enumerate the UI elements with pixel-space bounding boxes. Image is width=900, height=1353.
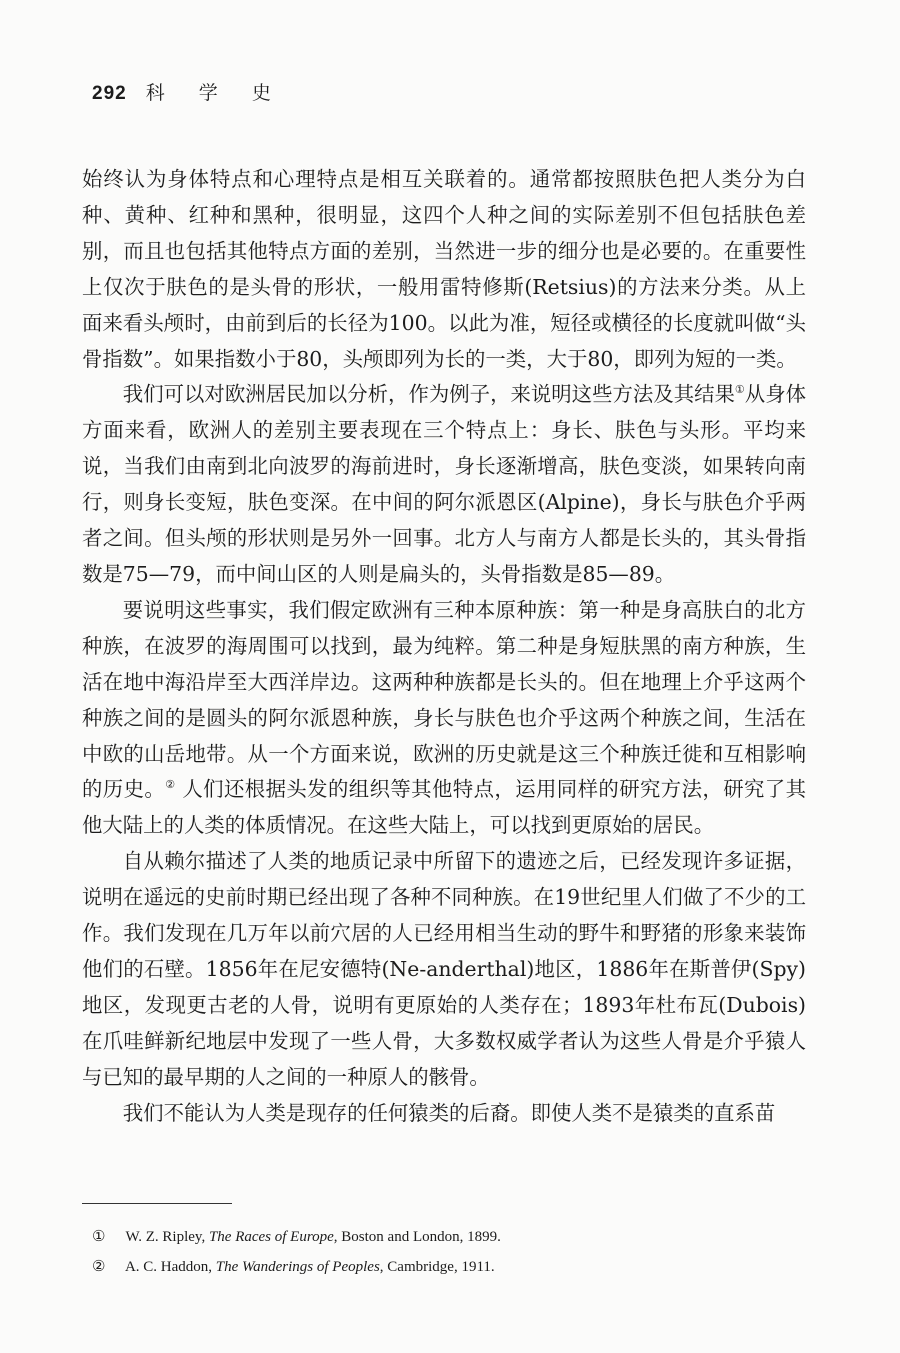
footnote-divider xyxy=(82,1203,232,1204)
paragraph xyxy=(82,1096,806,1132)
paragraph-text: 人们还根据头发的组织等其他特点，运用同样的研究方法，研究了其他大陆上的人类的体质情况。在这些大陆上，可以找到更原始的居民。 xyxy=(82,777,806,838)
footnote-author: W. Z. Ripley, xyxy=(125,1229,206,1245)
footnote-mark: ② xyxy=(165,778,176,792)
paragraph-text: 从身体方面来看，欧洲人的差别主要表现在三个特点上：身长、肤色与头形。平均来说，当我们由南到北向波罗的海前进时，身长逐渐增高，肤色变淡，如果转向南行，则身长变短，肤色变深。在中间的阿尔派恩区(Alpine)，身长与肤色介乎两者之间。但头颅的形状则是另外一回事。北方人与南方人都是长头的，其头骨指数是75—79，而中间山区的人则是扁头的，头骨指数是85—89。 xyxy=(82,382,806,586)
page-header xyxy=(92,78,285,105)
body-text xyxy=(82,162,806,1131)
footnote-publication: , Boston and London, 1899. xyxy=(333,1229,501,1245)
footnote-work-title: The Wanderings of Peoples xyxy=(215,1259,380,1275)
footnote-number: ② xyxy=(92,1259,106,1275)
paragraph xyxy=(82,377,806,592)
footnote-publication: , Cambridge, 1911. xyxy=(379,1259,495,1275)
footnotes xyxy=(92,1222,792,1282)
footnote xyxy=(92,1252,792,1282)
paragraph-text: 我们不能认为人类是现存的任何猿类的后裔。即使人类不是猿类的直系苗 xyxy=(122,1100,776,1125)
paragraph-text: 自从赖尔描述了人类的地质记录中所留下的遗迹之后，已经发现许多证据，说明在遥远的史前时期已经出现了各种不同种族。在19世纪里人们做了不少的工作。我们发现在几万年以前穴居的人已经用相当生动的野牛和野猪的形象来装饰他们的石壁。1856年在尼安德特(Ne-anderthal)地区，1886年在斯普伊(Spy)地区，发现更古老的人骨，说明有更原始的人类存在；1893年杜布瓦(Dubois)在爪哇鲜新纪地层中发现了一些人骨，大多数权威学者认为这些人骨是介乎猿人与已知的最早期的人之间的一种原人的骸骨。 xyxy=(82,849,806,1089)
paragraph-text: 始终认为身体特点和心理特点是相互关联着的。通常都按照肤色把人类分为白种、黄种、红种和黑种，很明显，这四个人种之间的实际差别不但包括肤色差别，而且也包括其他特点方面的差别，当然进一步的细分也是必要的。在重要性上仅次于肤色的是头骨的形状，一般用雷特修斯(Retsius)的方法来分类。从上面来看头颅时，由前到后的长径为100。以此为准，短径或横径的长度就叫做“头骨指数”。如果指数小于80，头颅即列为长的一类，大于80，即列为短的一类。 xyxy=(82,167,806,371)
running-title: 科 学 史 xyxy=(145,82,285,104)
paragraph xyxy=(82,162,806,377)
footnote-number: ① xyxy=(92,1229,106,1245)
footnote xyxy=(92,1222,792,1252)
paragraph-text: 要说明这些事实，我们假定欧洲有三种本原种族：第一种是身高肤白的北方种族，在波罗的海周围可以找到，最为纯粹。第二种是身短肤黑的南方种族，生活在地中海沿岸至大西洋岸边。这两种种族都是长头的。但在地理上介乎这两个种族之间的是圆头的阿尔派恩种族，身长与肤色也介乎这两个种族之间，生活在中欧的山岳地带。从一个方面来说，欧洲的历史就是这三个种族迁徙和互相影响的历史。 xyxy=(82,597,806,802)
footnote-author: A. C. Haddon, xyxy=(124,1259,213,1275)
paragraph xyxy=(82,844,806,1095)
paragraph-text: 我们可以对欧洲居民加以分析，作为例子，来说明这些方法及其结果 xyxy=(122,382,735,407)
page-number: 292 xyxy=(92,83,127,104)
footnote-mark: ① xyxy=(734,383,745,397)
footnote-work-title: The Races of Europe xyxy=(208,1229,334,1245)
paragraph xyxy=(82,593,806,844)
